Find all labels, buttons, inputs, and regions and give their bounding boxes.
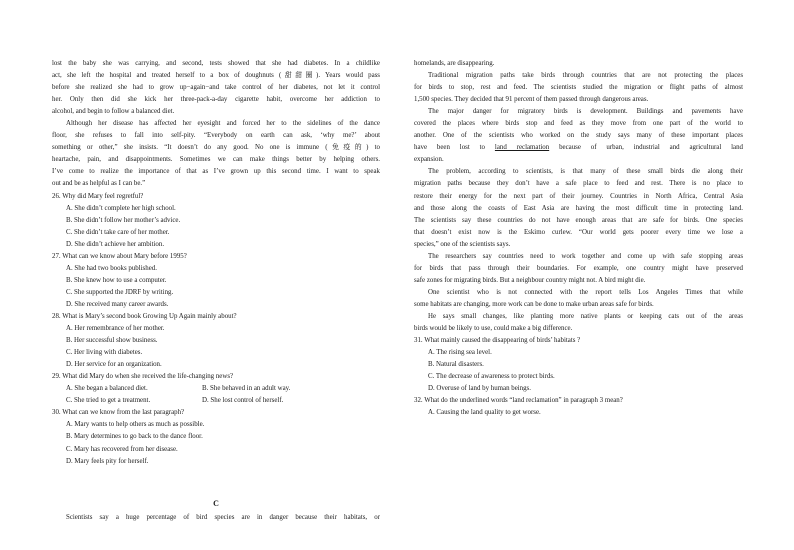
answer-option[interactable]: D. She received many career awards. <box>66 300 169 308</box>
question-31 <box>414 335 743 395</box>
text-line: species,” one of the scientists says. <box>414 240 511 248</box>
question-stem: 31. What mainly caused the disappearing of birds’ habitats ? <box>414 337 581 345</box>
answer-option[interactable]: C. Mary has recovered from her disease. <box>66 445 178 453</box>
answer-option[interactable]: C. She tried to get a treatment. <box>66 397 151 405</box>
answer-option[interactable]: A. She began a balanced diet. <box>66 385 148 393</box>
left-column <box>52 58 380 524</box>
text-line: restore their energy for the next part of their journey. Countries in North Africa, Central Asia <box>414 192 743 200</box>
paragraph <box>414 251 743 287</box>
text-line: some habitats are changing, more work can be done to make urban areas safe for birds. <box>414 300 654 308</box>
question-29 <box>52 371 380 407</box>
answer-option[interactable]: C. She didn’t take care of her mother. <box>66 228 170 236</box>
question-stem: 26. Why did Mary feel regretful? <box>52 192 144 200</box>
answer-option[interactable]: B. Her successful show business. <box>66 337 158 345</box>
text-line: for birds that pass through their boundaries. For example, one country might have preserved <box>414 264 743 272</box>
text-line <box>414 142 743 154</box>
question-32 <box>414 395 743 419</box>
text-line: Traditional migration paths take birds through countries that are not protecting the places <box>428 72 743 80</box>
text-line: He says small changes, like planting more native plants or keeping cats out of the areas <box>428 312 743 320</box>
text-line: homelands, are disappearing. <box>414 60 495 67</box>
text-line: The researchers say countries need to work together and come up with safe stopping areas <box>428 252 743 260</box>
section-heading: C <box>213 498 219 508</box>
text-line: The scientists say these countries do not have enough areas that are safe for birds. One species <box>414 216 743 224</box>
answer-option[interactable]: A. She didn’t complete her high school. <box>66 204 176 212</box>
text-line: covered the places where birds stop and feed as they move from one part of the world to <box>414 120 743 128</box>
answer-option[interactable]: C. The decrease of awareness to protect birds. <box>428 373 555 381</box>
text-line: for birds to stop, rest and feed. The scientists studied the migration or flight paths of almost <box>414 84 743 92</box>
paragraph <box>414 311 743 335</box>
text-line: I’ve come to realize the importance of that as I’ve grown up this second time. I want to speak <box>52 168 380 176</box>
text-line: lost the baby she was carrying, and second, tests showed that she had diabetes. In a childlike <box>52 60 380 67</box>
answer-option[interactable]: D. Mary feels pity for herself. <box>66 457 149 465</box>
text-line: something or other,” she insists. “It doesn’t do any good. No one is immune (免疫的) to <box>52 144 380 152</box>
answer-option[interactable]: C. She supported the JDRF by writing. <box>66 288 174 296</box>
right-column <box>414 58 743 419</box>
answer-option[interactable]: A. The rising sea level. <box>428 349 492 357</box>
paragraph <box>414 70 743 106</box>
text-line: alcohol, and begin to follow a balanced diet. <box>52 108 175 116</box>
answer-option[interactable]: C. Her living with diabetes. <box>66 349 143 357</box>
answer-option[interactable]: A. Mary wants to help others as much as possible. <box>66 421 205 429</box>
text-line: birds would be likely to use, could make a big difference. <box>414 325 573 333</box>
text-run: have been lost to <box>414 144 495 152</box>
text-line: Although her disease has affected her eyesight and forced her to the sidelines of the dance <box>66 120 380 128</box>
text-line: out and be as helpful as I can be.” <box>52 180 146 188</box>
question-stem: 27. What can we know about Mary before 1995? <box>52 252 187 260</box>
text-line: One scientist who is not connected with the report tells Los Angeles Times that while <box>428 288 743 296</box>
text-line: floor, she refuses to fall into self-pity. “Everybody on earth can ask, ‘why me?’ about <box>52 132 380 140</box>
passage-c-first-line: Scientists say a huge percentage of bird species are in danger because their habitats, or <box>66 513 380 521</box>
paragraph <box>414 106 743 166</box>
spacer <box>52 468 380 482</box>
text-run: because of urban, industrial and agricultural land <box>549 144 743 152</box>
question-26 <box>52 191 380 251</box>
answer-option[interactable]: D. She didn’t achieve her ambition. <box>66 240 165 248</box>
paragraph <box>414 287 743 311</box>
question-stem: 32. What do the underlined words “land reclamation” in paragraph 3 mean? <box>414 397 623 405</box>
text-line: her. Only then did she kick her three-pack-a-day cigarette habit, overcome her addiction to <box>52 96 380 104</box>
answer-option[interactable]: B. Mary determines to go back to the dance floor. <box>66 433 203 441</box>
text-line: and those along the coasts of East Asia are having the most difficult time in protecting land. <box>414 204 743 212</box>
answer-option[interactable]: B. Natural disasters. <box>428 361 484 369</box>
answer-option[interactable]: A. Her remembrance of her mother. <box>66 325 165 333</box>
question-27 <box>52 251 380 311</box>
text-line: The major danger for migratory birds is development. Buildings and pavements have <box>428 108 743 116</box>
text-line: heartache, pain, and disappointments. Sometimes we can make things better by helping others. <box>52 156 380 164</box>
text-line: another. One of the scientists who worked on the study says many of these important places <box>414 132 743 140</box>
answer-option[interactable]: A. She had two books published. <box>66 264 157 272</box>
answer-option[interactable]: D. Her service for an organization. <box>66 361 162 369</box>
answer-option[interactable]: B. She didn’t follow her mother’s advice. <box>66 216 181 224</box>
text-line: before she realized she had to grow up−again−and take control of her diabetes, not let it control <box>52 84 380 92</box>
text-line: safe zones for migrating birds. But a neighbour country might not. A bird might die. <box>414 276 646 284</box>
question-30 <box>52 407 380 467</box>
passage-b-paragraph <box>52 118 380 190</box>
text-line: The problem, according to scientists, is that many of these small birds die along their <box>428 168 743 176</box>
text-line: 1,500 species. They decided that 91 percent of them passed through dangerous areas. <box>414 96 649 104</box>
answer-option[interactable]: A. Causing the land quality to get worse. <box>428 409 541 417</box>
text-line: expansion. <box>414 156 444 164</box>
answer-option[interactable]: B. She behaved in an adult way. <box>202 385 291 393</box>
text-line: migration paths because they don’t have a safe place to feed and rest. There is no place to <box>414 180 743 188</box>
question-stem: 29. What did Mary do when she received the life-changing news? <box>52 373 234 381</box>
answer-option[interactable]: D. She lost control of herself. <box>202 397 284 405</box>
passage-b-ending <box>52 58 380 118</box>
question-28 <box>52 311 380 371</box>
question-stem: 30. What can we know from the last paragraph? <box>52 409 185 417</box>
text-line: that doesn’t exist now is the Eskimo curlew. “Our world gets poorer every time we lose a <box>414 228 743 236</box>
answer-option-row <box>52 395 380 407</box>
answer-option[interactable]: B. She knew how to use a computer. <box>66 276 167 284</box>
text-line: act, she left the hospital and treated herself to a box of doughnuts (甜甜圈). Years would pass <box>52 72 380 80</box>
underlined-words: land reclamation <box>494 144 550 152</box>
paragraph <box>414 166 743 250</box>
question-stem: 28. What is Mary’s second book Growing Up Again mainly about? <box>52 312 237 320</box>
answer-option[interactable]: D. Overuse of land by human beings. <box>428 385 531 393</box>
answer-option-row <box>52 383 380 395</box>
